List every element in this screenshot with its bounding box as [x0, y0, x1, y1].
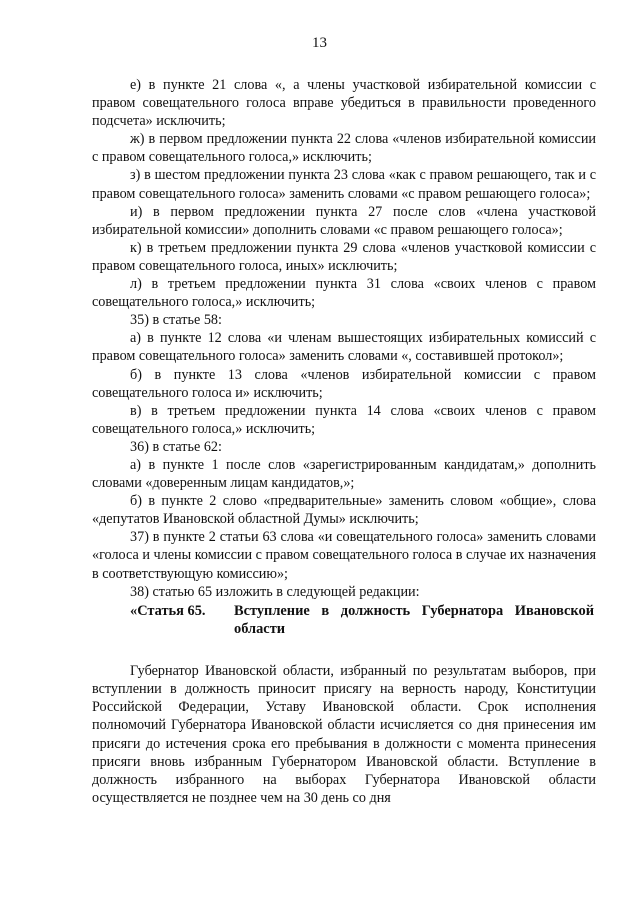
paragraph-e: е) в пункте 21 слова «, а члены участковой избирательной комиссии с правом совещательного голоса вправе убедиться в правильности проведенного подсчета» исключить;: [92, 77, 596, 130]
paragraph-35-a: а) в пункте 12 слова «и членам вышестоящих избирательных комиссий с правом совещательного голоса» заменить словами «, составившей протокол»;: [92, 330, 596, 365]
paragraph-35-v: в) в третьем предложении пункта 14 слова «своих членов с правом совещательного голоса,» исключить;: [92, 402, 596, 437]
paragraph-item-37: 37) в пункте 2 статьи 63 слова «и совещательного голоса» заменить словами «голоса и члены комиссии с правом совещательного голоса в случае их назначения в соответствующую комиссию»;: [92, 529, 596, 582]
article-title: Вступление в должность Губернатора Ивановской области: [234, 602, 594, 637]
spacer: [92, 638, 596, 662]
paragraph-z: з) в шестом предложении пункта 23 слова «как с правом решающего, так и с правом совещательного голоса» заменить словами «с правом решающего голоса»;: [92, 167, 596, 202]
paragraph-item-38: 38) статью 65 изложить в следующей редакции:: [130, 583, 420, 600]
paragraph-35-b: б) в пункте 13 слова «членов избирательной комиссии с правом совещательного голоса и» исключить;: [92, 366, 596, 401]
paragraph-k: к) в третьем предложении пункта 29 слова «членов участковой комиссии с правом совещательного голоса, иных» исключить;: [92, 239, 596, 274]
article-number: «Статья 65.: [130, 602, 206, 619]
paragraph-i: и) в первом предложении пункта 27 после слов «члена участковой избирательной комиссии» дополнить словами «с правом решающего голоса»;: [92, 203, 596, 238]
page-number: 13: [312, 35, 327, 51]
article-heading: [92, 602, 596, 638]
paragraph-item-35: 35) в статье 58:: [130, 312, 222, 329]
paragraph-item-36: 36) в статье 62:: [130, 438, 222, 455]
paragraph-governor-oath: Губернатор Ивановской области, избранный по результатам выборов, при вступлении в должность приносит присягу на верность народу, Конституции Российской Федерации, Уставу Ивановской области. Срок исполнения полномочий Губернатора Ивановской области исчисляется со дня принесения им присяги до истечения срока его пребывания в должности с момента принесения присяги вновь избранным Губернатором Ивановской области. Вступление в должность избранного на выборах Губернатора Ивановской области осуществляется не позднее чем на 30 день со дня: [92, 663, 596, 806]
paragraph-l: л) в третьем предложении пункта 31 слова «своих членов с правом совещательного голоса,» исключить;: [92, 276, 596, 311]
paragraph-zh: ж) в первом предложении пункта 22 слова «членов избирательной комиссии с правом совещательного голоса,» исключить;: [92, 131, 596, 166]
paragraph-36-b: б) в пункте 2 слово «предварительные» заменить словом «общие», слова «депутатов Ивановской областной Думы» исключить;: [92, 493, 596, 528]
paragraph-36-a: а) в пункте 1 после слов «зарегистрированным кандидатам,» дополнить словами «доверенным лицам кандидатов,»;: [92, 456, 596, 492]
document-body: [92, 76, 596, 807]
